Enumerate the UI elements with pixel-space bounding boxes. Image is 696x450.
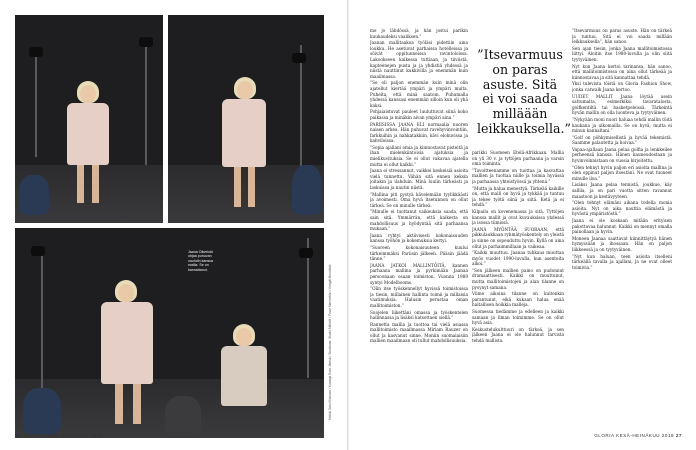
model-dress [222,99,266,167]
article-paragraph: parikki Suomeen Etelä-Afrikkaan. Mallia on yli 30 v. ja tyttöjen parhaana ja varsin oma toiminta. [472,150,564,167]
model-head [80,85,96,103]
article-paragraph: Viime aikoina tilanne on kuitenkin parantunut, eikä kukaan halua enää haitallisen hoikkia malleja. [472,291,564,308]
crew-member [165,396,201,436]
article-paragraph: Jaana ryhtyi aktiivisesti kokonaisuuden kanssa työhön ja kokemuksia kertyi. [370,232,468,244]
article-paragraph: Nyt kun Jaana kertoi tarinansa, hän sanoo, että mallitoimistossa on aina ollut tärkeää ja kiinnostavaa ja sitä kannattaa tehdä. [572,63,672,80]
pull-quote: ”Itsevarmuus on paras asuste. Sitä ei voi saada milläään leikkauksella.” [477,47,571,136]
article-paragraph: UUDET MALLIT Jaana löytää usein sattumalta, esimerkiksi tavaratalosta, golfkentiltä tai basketpeleissä. Tärkeintä hyvän mallin on olla luonteva ja tyytyväinen. [572,93,672,116]
model-legs [77,165,84,203]
article-paragraph: Vapaa-ajallaan Jaana pelaa golfia ja lenkkeilee perheensä kanssa. Hänen kauneudestaan ja hyvinvoinnistaan on vuosia kirjoitettu. [572,146,672,164]
article-paragraph: Sen ajan tiesin, jonka Jaana mallitoimistossa liittyi. Aloitin itse 1980-luvulla ja olin siitä tyytyväinen. [572,45,672,62]
article-paragraph: JAANA JATKOI MALLINTÖITÄ, kannen parhaana mallina ja pyrkimään Jaanaa persoonaan osaan toimiston. Vuonna 1989 syntyi Modelbooms. [370,262,468,285]
article-paragraph: “Olen tehnyt elämäni aikana todella monia asioita. Nyt on aika nauttia elämästä ja hyvästä ympäristöstä.” [572,200,672,217]
article-paragraph: Jaanan mallitaakoa työläsi pidettiin aina loukku. He asetuvat parhaissa hotelleissa ja söivät oppitunneissa ravintoloissa. Lakookseen kaikessa tuttiaan, ja tiiviistä, kapteenejen pusta ja ja yhdistiä yhdessä ja niistä nauttinut kukkivilla ja enemmän kuin maailmassa. [370,40,468,79]
article-paragraph: Suomessa tiedämme ja edelleen ja kaikki samaan ja ilman toimimme. Se on ollut hyvä asia. [472,309,564,326]
model-dress [67,103,109,165]
right-page [348,0,696,450]
light-stand [35,57,37,157]
light-stand [41,248,43,398]
light-stand [145,45,147,165]
article-paragraph: “Se oli paljon enemmän kuin minä olin ajatellut kiertää ympäri ja ympäri muita. Puheita, että minä saatoin. Puhumalla yhdessä kanssasi enemmän silloin kun oli yhä kaksi. [370,80,468,108]
studio-lamp-icon [292,53,306,63]
article-paragraph: “Suoreen kokonaisuuteen kuului tärkeimmäksi Pariisin jälkeen. Pääsin jäädä tänne.” [370,244,468,262]
article-paragraph: “Olen tehnyt hyvin paljon eri asioita mallina ja olen oppinut paljon itsestäni. Ne ovat tuoneet minulle iloa.” [572,164,672,181]
article-column-2 [472,150,564,438]
article-paragraph: “Olin itse työskennellyt hyvissä toimistoissa ja tiesin, millainen hallinta toimii ja millaisia vaatimuksia. Halusin perustaa oman mallitoimiston.” [370,286,468,308]
studio-lamp-icon [31,246,45,256]
article-paragraph: PARIISISSA JAANA ELI normaalia nuoren naisen arkea. Hän puhuvat ravehyvinvointiin, farkkuihin ja nahkatakkiin, kävi elokuvissa ja kahviloissa. [370,121,468,144]
model-legs [133,384,141,424]
article-paragraph: Suojelen liikettäni omassa ja työskentelen hallinnassa ja lisäksi katsottaen siellä.” [370,309,468,321]
article-paragraph: “Nyt kun haluan, teen asioita itselleni tärkeällä tavalla ja ajallani, ja ne ovat olleet toimivia.” [572,253,672,270]
crew-member [292,165,322,215]
article-paragraph: “Nykyään moni nuori haluaa tehdä mallin töitä kaukana ja ulkomailla. Se on hyvä, mutta ei minun kannaltani.” [572,116,672,134]
article-paragraph: Pohjaiaistuvat pauleet luuluttuvat siinä koko paikassa ja minäkin aivan ympäri aina.” [370,109,468,120]
folio-label: GLORIA KESÄ-HEINÄKUU 2018 [22,433,103,438]
article-paragraph: Yksi tulevista töistä on Gloria Fashion Show, jonka catwalk Jaana kertoo. [572,81,672,92]
page-number: 27 [675,433,682,438]
article-paragraph: “Tavoitteenamme on tuottaa ja kasvattaa mallien ja tuottaa niille ja toimia hyvässä ja parhaassa yhteistyössä ja yhtenä.” [472,167,564,184]
article-paragraph: “Mutta ja halua menestyä. Tärkeää kaikille on, että malli on hyvä ja tykkää ja tuntuu ja tekee työtä siinä ja siitä. Ketä ja ei tehdä.” [472,185,564,208]
model-legs [234,167,241,207]
second-model-outfit [221,346,267,406]
article-paragraph: “Kaikki muuttuu. Jaanaa tuhkaus muuttaa myös vuodet 1990-luvulla, kun asenteita alkoi.” [472,250,564,267]
page-number: 26 [15,433,22,438]
photo-caption: Jaana Oikeristö ohjaa puhuvan vauhdin kanssa mallia. Se on kannattanut. [188,250,213,272]
photo-top-left [15,15,163,223]
photo-bottom-large [15,228,324,438]
photo-top-right [168,15,324,223]
model-legs [248,167,255,207]
model-head [237,81,253,99]
article-paragraph: Jaana ei ole koskaan mitään erityisen pakottavaa halunnut. Kaikki on mennyt omalla painollaan ja hyvin. [572,218,672,235]
article-paragraph: me jo lähdössä, ja hän jostui parikin kuukaudeksi vaaliksen.” [370,28,468,39]
studio-lamp-icon [139,37,153,47]
folio-label: GLORIA KESÄ-HEINÄKUU 2018 [594,433,675,438]
crew-member [23,388,61,434]
light-stand [307,238,309,378]
crew-member [19,175,49,215]
article-paragraph: “Mallina piti pystyä kävelemään tyylikkäästi ja avoimesti. Oma hyvä itsetunnon on ollut tärkeä. Se on minulle tärkeä. [370,191,468,208]
article-paragraph: Kilpailu on kovenemassa ja sitä. Tyttöjen kanssa mallit ja ovat kuvauksissa yhdessä ja isossa tiimissä. [472,208,564,226]
article-paragraph: “Minulle ei tuottanut vaikeuksia saada, että sain sitä. Ymmärrän, että kaikesta on mahdollisuus ja hyödyntää sitä parhaansa mukaan.” [370,209,468,232]
article-paragraph: Rannetta mallia ja tuottoa tai vielä asiassa mallitoimisto maailmassa Miriam Rauzer on ollut ja kasvanut sinne. Moniin suomalaisiin mallien maailmaan oli tullut mahdollisuuksia. [370,321,468,344]
second-model-head [236,328,252,346]
article-column-1 [370,28,468,438]
light-stand [300,45,302,175]
article-paragraph: Keskustelukulttuuri on tärkeä, ja sen jälkeen Jaana ei ole halunnut tarvista tehdä mallista. [472,326,564,343]
studio-lamp-icon [299,248,313,258]
folio-left [15,433,103,438]
article-paragraph: Jaana ei stressannut, vaikkei keskeisiä asioita vielä tunnettu. Vähän sitä ennen keksin joitakin ja ilahduin. Minä luulin tärkeästi ja laskuissa ja nautin niistä. [370,168,468,191]
folio-right [594,433,682,438]
model-legs [92,165,99,203]
article-paragraph: Lisäksi Jaana pelaa tennistä, joukkue, käy sallila, ja on pari vuotta sitten ravannut maastoon ja kestävyyteen. [572,182,672,199]
model-head [118,284,134,302]
article-column-3 [572,28,675,438]
model-dress [101,302,153,384]
article-paragraph: JAANA MYÖNTÄÄ SUORAAN, että pikkulaukkaan ryhmätyöskentely on yleistä ja sinne on sopeuduttu hyvin. Kyllä on aina ollut ja parhaimmillaan ja vaikeaa. [472,226,564,249]
model-legs [115,384,123,424]
article-paragraph: “Golf on pöhkymisellistä ja hyvää tekemistä. Saamme palautetta ja hoivaa.” [572,134,672,146]
article-paragraph: “Itsevarmuus on paras asuste. Hän on tärkeä ja tuntuu. Sitä ei voi saada millään leikkauksella”, hän sanoo. [572,28,672,45]
photo-credit: Meikki Satu Kiiskinen / Kuvaaja Esko Jämsä / Studiossa: Studio Mäkelä / Puvut Marimekko / Kengät Brunhilde [328,264,332,420]
studio-lamp-icon [29,47,43,57]
article-paragraph: “Sen jälkeen mallien paino on pudonnut dramaattisesti. Kaikki on muuttunut, mutta mallitoimistojen ja alan tilanne on pysynyt samana. [472,267,564,290]
article-paragraph: “Sopia ajallani omia ja kiinnostavat pisteitä ja ihan mielenkiintoisia ajatuksia ja mielikuvituksia. Se ei ollut vakavaa ajatella mutta ei ollut kaikki.” [370,144,468,167]
article-paragraph: Moneen Jaanaa saattavat kiinnittäytyä hänen hymyssään ja ihossaan. Hän on paljon liikkeessä ja on tyytyväinen. [572,235,672,252]
